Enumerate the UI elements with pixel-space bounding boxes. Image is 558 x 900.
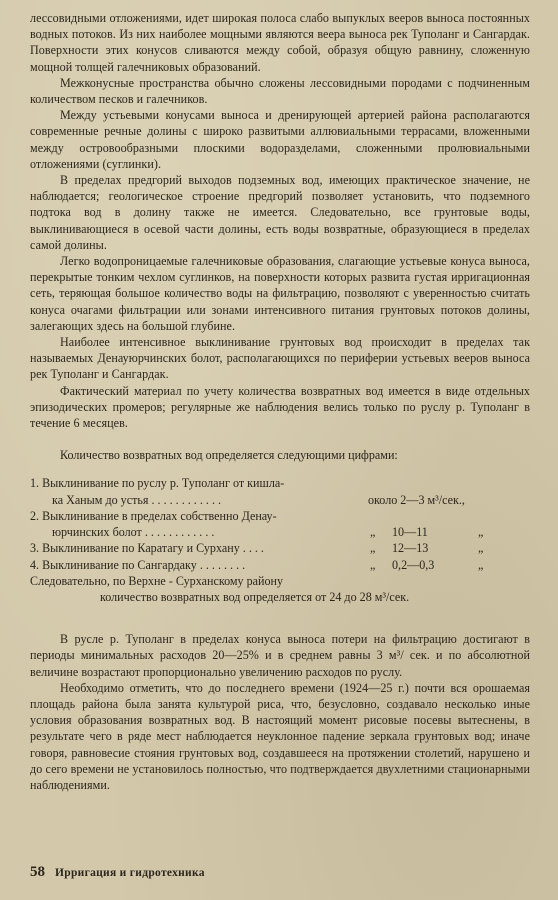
- paragraph-rice-culture: Необходимо отметить, что до последнего времени (1924—25 г.) почти вся орошаемая площадь района была занята культурой риса, что, безусловно, создавало несколько иные условия образования возвратных вод. В настоящий момент рисовые посевы вытеснены, в результате чего в ряде мест наблюдается неуклонное падение зеркала грунтовых вод; иначе говоря, равновесие стояния грунтовых вод, создавшееся на протяжении столетий, нарушено и до сего времени не установилось полностью, что подтверждается двухлетними стационарными наблюдениями.: [30, 680, 530, 792]
- paragraph-factual-material: Фактический материал по учету количества возвратных вод имеется в виде отдельных эпизодических промеров; регулярные же наблюдения велись только по руслу р. Туполанг в течение 6 месяцев.: [30, 383, 530, 431]
- row4-unit-ditto: „: [478, 557, 484, 572]
- table-row: [30, 508, 530, 524]
- row4-label: 4. Выклинивание по Сангардаку . . . . . . . .: [30, 557, 246, 572]
- row4-ditto: „: [370, 557, 376, 572]
- row1-label: 1. Выклинивание по руслу р. Туполанг от кишла-: [30, 476, 285, 491]
- row3-value: 12—13: [392, 541, 429, 556]
- table-conclusion: Следовательно, по Верхне - Сурханскому району: [30, 573, 284, 588]
- row3-ditto: „: [370, 541, 376, 556]
- row3-label: 3. Выклинивание по Каратагу и Сурхану . . . .: [30, 541, 264, 556]
- table-row: [30, 557, 530, 573]
- table-conclusion-total: количество возвратных вод определяется от 24 до 28 м³/сек.: [100, 589, 410, 604]
- running-title: Ирригация и гидротехника: [55, 867, 205, 879]
- paragraph-denau-swamps: Наиболее интенсивное выклинивание грунтовых вод происходит в пределах так называемых Денауюрчинских болот, располагающихся по периферии устьевых вееров выноса рек Туполанг и Сангардак.: [30, 335, 530, 382]
- row1-label-cont: ка Ханым до устья . . . . . . . . . . . .: [52, 492, 222, 507]
- paragraph-cones: лессовидными отложениями, идет широкая полоса слабо выпуклых вееров выноса постоянных водных потоков. Из них наиболее мощными являются веера выноса рек Туполанг и Сангардак. Поверхности этих конусов сливаются между собой, образуя общую равнину, сложенную мощной толщей галечниковых образований.: [30, 11, 530, 74]
- paragraph-river-valleys: Между устьевыми конусами выноса и дренирующей артерией района располагаются современные речные долины с широко развитыми аллювиальными террасами, вложенными между островообразными плоскими водоразделами, сложенными пролювиальными отложениями (суглинки).: [30, 108, 530, 171]
- paragraph-gravel-formations: Легко водопроницаемые галечниковые образования, слагающие устьевые конуса выноса, перекрытые тонким чехлом суглинков, на поверхности которых развита густая ирригационная сеть, теряющая большое количество воды на фильтрацию, позволяют с уверенностью считать конуса очагами фильтрации или зонами интенсивного питания грунтовых потоков долины, залегающих здесь на большой глубине.: [30, 254, 530, 333]
- paragraph-tupolang-losses: В русле р. Туполанг в пределах конуса выноса потери на фильтрацию достигают в периоды минимальных расходов 20—25% и в среднем равны 3 м³/ сек. и по абсолютной величине возрастают пропорционально увеличению расходов по руслу.: [30, 632, 530, 679]
- page-number: 58: [30, 864, 45, 880]
- table-row: [30, 524, 530, 540]
- row2-value: 10—11: [392, 525, 428, 540]
- table-row: [30, 475, 530, 491]
- page-footer: [30, 864, 205, 881]
- table-row: [30, 492, 530, 508]
- row2-ditto: „: [370, 525, 376, 540]
- row2-unit-ditto: „: [478, 525, 484, 540]
- paragraph-foothills: В пределах предгорий выходов подземных вод, имеющих практическое значение, не наблюдается; геологическое строение предгорий позволяет установить, что подземного подтока вод в долину также не имеется. Следовательно, все грунтовые воды, выклинивающиеся в осевой части долины, есть воды возвратные, образующиеся в пределах самой долины.: [30, 173, 530, 252]
- paragraph-intercone: Межконусные пространства обычно сложены лессовидными породами с подчиненным количеством песков и галечников.: [30, 75, 530, 107]
- row1-value: около 2—3 м³/сек.,: [368, 492, 465, 507]
- row2-label-cont: юрчинских болот . . . . . . . . . . . .: [52, 525, 215, 540]
- table-row: [30, 540, 530, 556]
- row3-unit-ditto: „: [478, 541, 484, 556]
- row4-value: 0,2—0,3: [392, 557, 435, 572]
- row2-label: 2. Выклинивание в пределах собственно Денау-: [30, 508, 277, 523]
- table-heading: Количество возвратных вод определяется следующими цифрами:: [60, 448, 398, 463]
- return-water-table: [30, 475, 530, 605]
